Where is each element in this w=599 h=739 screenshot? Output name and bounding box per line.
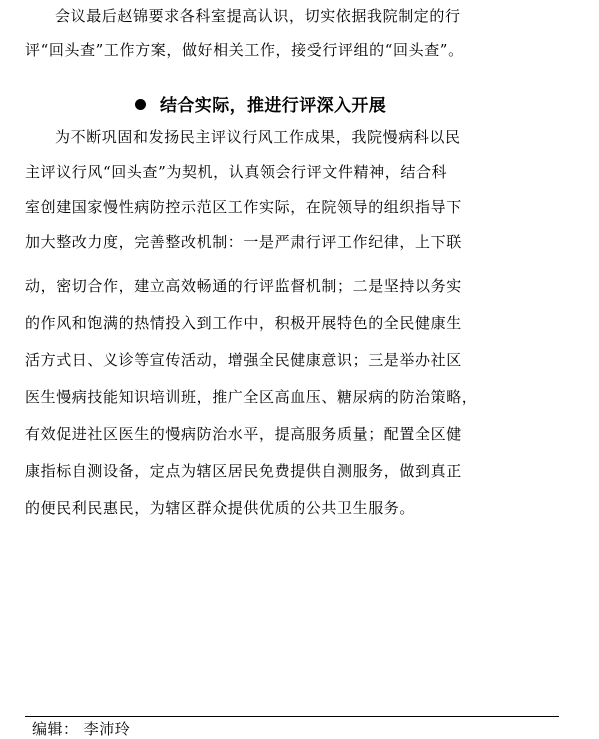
section-heading-text: 结合实际，推进行评深入开展 (160, 96, 387, 116)
section-line-1: 为不断巩固和发扬民主评议行风工作成果，我院慢病科以民 (55, 128, 461, 146)
section-line-5: 动，密切合作，建立高效畅通的行评监督机制；二是坚持以务实 (25, 277, 462, 295)
intro-line-1: 会议最后赵锦要求各科室提高认识，切实依据我院制定的行 (55, 7, 461, 25)
footer-divider (25, 716, 559, 717)
section-heading (135, 94, 386, 118)
footer-editor: 编辑： 李沛玲 (32, 720, 131, 738)
bullet-icon (135, 99, 146, 110)
section-line-9: 有效促进社区医生的慢病防治水平，提高服务质量；配置全区健 (25, 425, 462, 443)
section-line-7: 活方式日、义诊等宣传活动，增强全民健康意识；三是举办社区 (25, 351, 462, 369)
intro-line-2: 评“回头查”工作方案，做好相关工作，接受行评组的“回头查”。 (25, 41, 464, 59)
section-line-10: 康指标自测设备，定点为辖区居民免费提供自测服务，做到真正 (25, 462, 462, 480)
section-line-6: 的作风和饱满的热情投入到工作中，积极开展特色的全民健康生 (25, 314, 462, 332)
section-line-11: 的便民利民惠民，为辖区群众提供优质的公共卫生服务。 (25, 499, 416, 517)
section-line-2: 主评议行风“回头查”为契机，认真领会行评文件精神，结合科 (25, 163, 448, 181)
section-line-4: 加大整改力度，完善整改机制：一是严肃行评工作纪律，上下联 (25, 233, 462, 251)
section-line-8: 医生慢病技能知识培训班，推广全区高血压、糖尿病的防治策略， (25, 388, 478, 406)
section-line-3: 室创建国家慢性病防控示范区工作实际，在院领导的组织指导下 (25, 198, 462, 216)
